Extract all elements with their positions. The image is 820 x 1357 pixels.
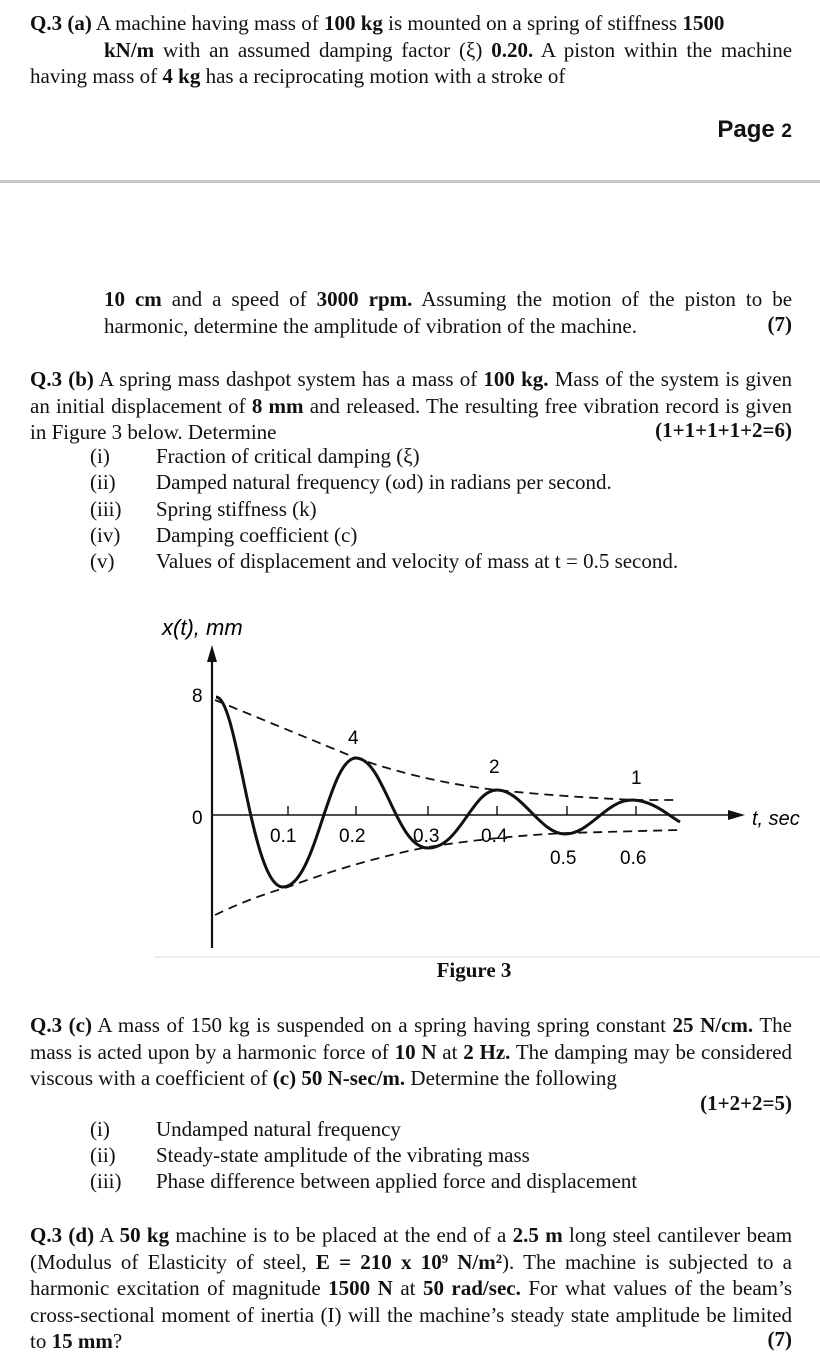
page-number: Page 2 <box>717 116 792 143</box>
q3b-item-text: Damping coefficient (c) <box>156 523 358 547</box>
q3a-text-top: Q.3 (a) A machine having mass of 100 kg is mounted on a spring of stiffness 1500 kN/m with an assumed damping factor (ξ) 0.20. A piston within the machine having mass of 4 kg has a reciprocating motion with a stroke of <box>30 11 793 88</box>
figure-3-chart <box>0 600 820 960</box>
x-axis-label: t, sec <box>752 808 800 830</box>
q3a-text-continued: 10 cm and a speed of 3000 rpm. Assuming the motion of the piston to be harmonic, determine the amplitude of vibration of the machine. <box>104 287 793 338</box>
q3b-text: Q.3 (b) A spring mass dashpot system has a mass of 100 kg. Mass of the system is given an initial displacement of 8 mm and released. The resulting free vibration record is given in Figure 3 below. Determine <box>30 367 793 444</box>
y-axis-label: x(t), mm <box>162 615 243 640</box>
q3d-label: Q.3 (d) <box>30 1223 95 1247</box>
q3d-marks: (7) <box>767 1327 792 1351</box>
x-tick-label: 0.6 <box>620 848 647 869</box>
page-divider <box>0 180 820 183</box>
q3c-item-text: Steady-state amplitude of the vibrating mass <box>156 1143 530 1167</box>
x-tick-label: 0.1 <box>270 826 297 847</box>
q3c-marks: (1+2+2=5) <box>700 1091 792 1115</box>
q3c-item-num: (iii) <box>90 1169 122 1193</box>
response-curve <box>216 697 680 887</box>
q3b-item-num: (ii) <box>90 470 116 494</box>
q3b-item-text: Fraction of critical damping (ξ) <box>156 444 420 468</box>
q3b-item-text: Damped natural frequency (ωd) in radians per second. <box>156 470 612 494</box>
q3b-item-num: (v) <box>90 549 115 573</box>
q3b-marks: (1+1+1+1+2=6) <box>655 418 792 442</box>
x-tick-label: 0.2 <box>339 826 366 847</box>
q3d-text: Q.3 (d) A 50 kg machine is to be placed at the end of a 2.5 m long steel cantilever beam (Modulus of Elasticity of steel, E = 210 x 10⁹ N/m²). The machine is subjected to a harmonic excitation of magnitude 1500 N at 50 rad/sec. For what values of the beam’s cross-sectional moment of inertia (I) will the machine’s steady state amplitude be limited to 15 mm? <box>30 1223 793 1353</box>
q3b-item-num: (i) <box>90 444 110 468</box>
y-axis-arrow <box>207 645 217 662</box>
q3c-label: Q.3 (c) <box>30 1013 92 1037</box>
q3b-item-text: Values of displacement and velocity of mass at t = 0.5 second. <box>156 549 679 573</box>
y-tick-label: 8 <box>192 686 203 707</box>
x-tick-label: 0.3 <box>413 826 440 847</box>
x-tick-label: 0.5 <box>550 848 577 869</box>
q3a-marks: (7) <box>767 312 792 336</box>
x-tick-label: 0.4 <box>481 826 508 847</box>
q3c-item-num: (i) <box>90 1117 110 1141</box>
q3c-text: Q.3 (c) A mass of 150 kg is suspended on a spring having spring constant 25 N/cm. The mass is acted upon by a harmonic force of 10 N at 2 Hz. The damping may be considered viscous with a coefficient of (c) 50 N-sec/m. Determine the following <box>30 1013 793 1090</box>
upper-envelope <box>215 700 676 800</box>
q3c-item-num: (ii) <box>90 1143 116 1167</box>
q3b-item-num: (iv) <box>90 523 121 547</box>
q3a-label: Q.3 (a) <box>30 11 92 35</box>
peak-label: 2 <box>489 757 500 778</box>
y-tick-label: 0 <box>192 808 203 829</box>
q3c-item-text: Undamped natural frequency <box>156 1117 401 1141</box>
q3c-item-text: Phase difference between applied force and displacement <box>156 1169 638 1193</box>
q3b-item-text: Spring stiffness (k) <box>156 497 317 521</box>
q3b-label: Q.3 (b) <box>30 367 94 391</box>
peak-label: 1 <box>631 768 642 789</box>
figure-caption: Figure 3 <box>436 958 512 982</box>
x-axis-arrow <box>728 810 745 820</box>
q3b-item-num: (iii) <box>90 497 122 521</box>
peak-label: 4 <box>348 728 359 749</box>
